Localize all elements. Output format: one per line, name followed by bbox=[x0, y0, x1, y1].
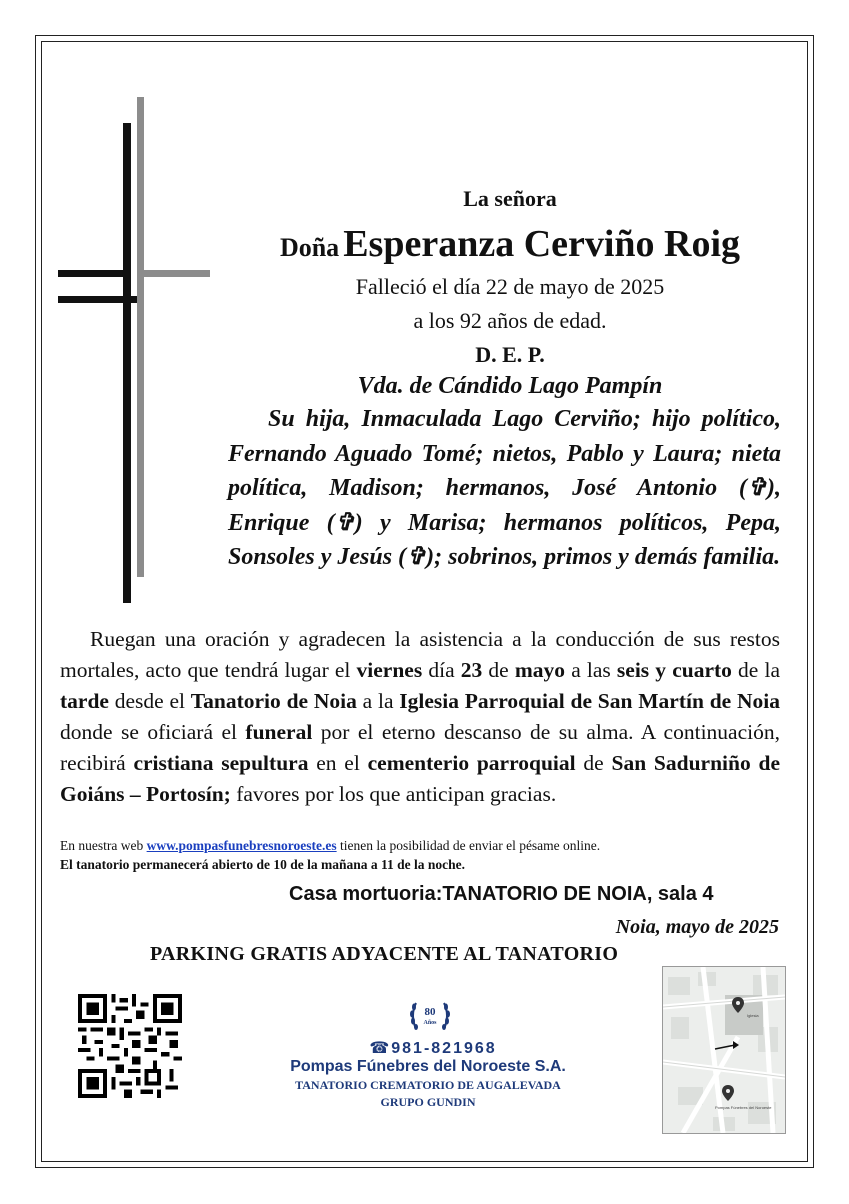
company-phone[interactable]: ☎981-821968 bbox=[369, 1040, 497, 1057]
age: a los 92 años de edad. bbox=[413, 308, 607, 333]
body-text: día bbox=[422, 658, 461, 682]
cross-black-vertical bbox=[123, 123, 131, 603]
body-bold: mayo bbox=[514, 658, 566, 682]
body-text: desde el bbox=[108, 689, 191, 713]
body-text: de bbox=[482, 658, 515, 682]
cross-black-arm-left bbox=[58, 270, 131, 277]
company-crematorio: TANATORIO CREMATORIO DE AUGALEVADA bbox=[295, 1078, 561, 1092]
body-bold: seis y cuarto bbox=[616, 658, 732, 682]
badge-word: Años bbox=[423, 1020, 437, 1026]
dep: D. E. P. bbox=[475, 342, 545, 367]
name-main: Esperanza Cerviño Roig bbox=[343, 223, 741, 265]
anniversary-badge-icon bbox=[406, 997, 454, 1037]
company-group: GRUPO GUNDIN bbox=[380, 1095, 476, 1109]
body-text: donde se oficiará el bbox=[60, 720, 246, 744]
body-bold: Iglesia Parroquial de San Martín de Noia bbox=[399, 689, 781, 713]
body-bold: 23 bbox=[460, 658, 483, 682]
body-bold: San Sadurniño de Goiáns – Portosín; bbox=[60, 751, 781, 806]
family-paragraph: Su hija, Inmaculada Lago Cerviño; hijo político, Fernando Aguado Tomé; nietos, Pablo y Laura; nieta política, Madison; hermanos, José Antonio (✞), Enrique (✞) y Marisa; hermanos políticos, Pepa, Sonsoles y Jesús (✞); sobrinos, primos y demás familia. bbox=[228, 406, 781, 570]
body-text: de bbox=[575, 751, 612, 775]
body-text: favores por los que anticipan gracias. bbox=[230, 782, 557, 806]
ceremony-paragraph bbox=[60, 624, 780, 810]
name-prefix: Doña bbox=[279, 233, 340, 262]
body-text: Ruegan una oración y agradecen la asistencia a la conducción de sus restos mortales, acto que tendrá lugar el bbox=[60, 627, 780, 682]
body-bold: funeral bbox=[245, 720, 313, 744]
location-map[interactable] bbox=[662, 966, 786, 1134]
map-label-church: Iglesia bbox=[747, 1013, 759, 1018]
website-link[interactable]: www.pompasfunebresnoroeste.es bbox=[146, 838, 337, 853]
parking-note: PARKING GRATIS ADYACENTE AL TANATORIO bbox=[150, 943, 619, 965]
body-text: de la bbox=[731, 658, 781, 682]
web-note-suffix: tienen la posibilidad de enviar el pésame online. bbox=[336, 838, 601, 853]
title-line: La señora bbox=[463, 186, 557, 211]
hours-note: El tanatorio permanecerá abierto de 10 de la mañana a 11 de la noche. bbox=[60, 857, 465, 872]
body-bold: cementerio parroquial bbox=[367, 751, 576, 775]
body-bold: viernes bbox=[356, 658, 423, 682]
company-name: Pompas Fúnebres del Noroeste S.A. bbox=[290, 1058, 566, 1075]
body-bold: Tanatorio de Noia bbox=[190, 689, 357, 713]
deceased-name bbox=[215, 222, 805, 266]
body-text: por el eterno descanso de su alma. A continuación, recibirá bbox=[60, 720, 780, 775]
place-date: Noia, mayo de 2025 bbox=[615, 916, 779, 938]
body-text: a la bbox=[356, 689, 400, 713]
widow-of: Vda. de Cándido Lago Pampín bbox=[357, 373, 663, 399]
map-drawing bbox=[663, 967, 785, 1133]
map-label-funeral-home: Pompas Fúnebres del Noroeste bbox=[715, 1105, 772, 1110]
body-bold: cristiana sepultura bbox=[133, 751, 309, 775]
body-text: a las bbox=[565, 658, 617, 682]
casa-mortuoria: Casa mortuoria:TANATORIO DE NOIA, sala 4 bbox=[289, 883, 714, 905]
body-bold: tarde bbox=[60, 689, 109, 713]
badge-number: 80 bbox=[424, 1006, 436, 1018]
cross-gray-vertical bbox=[137, 97, 144, 577]
web-note bbox=[60, 838, 780, 854]
death-date: Falleció el día 22 de mayo de 2025 bbox=[355, 274, 665, 299]
cross-black-arm-lower bbox=[58, 296, 137, 303]
cross-gray-arm-right bbox=[137, 270, 210, 277]
body-text: en el bbox=[308, 751, 368, 775]
web-note-prefix: En nuestra web bbox=[60, 838, 147, 853]
qr-code[interactable] bbox=[78, 994, 182, 1098]
